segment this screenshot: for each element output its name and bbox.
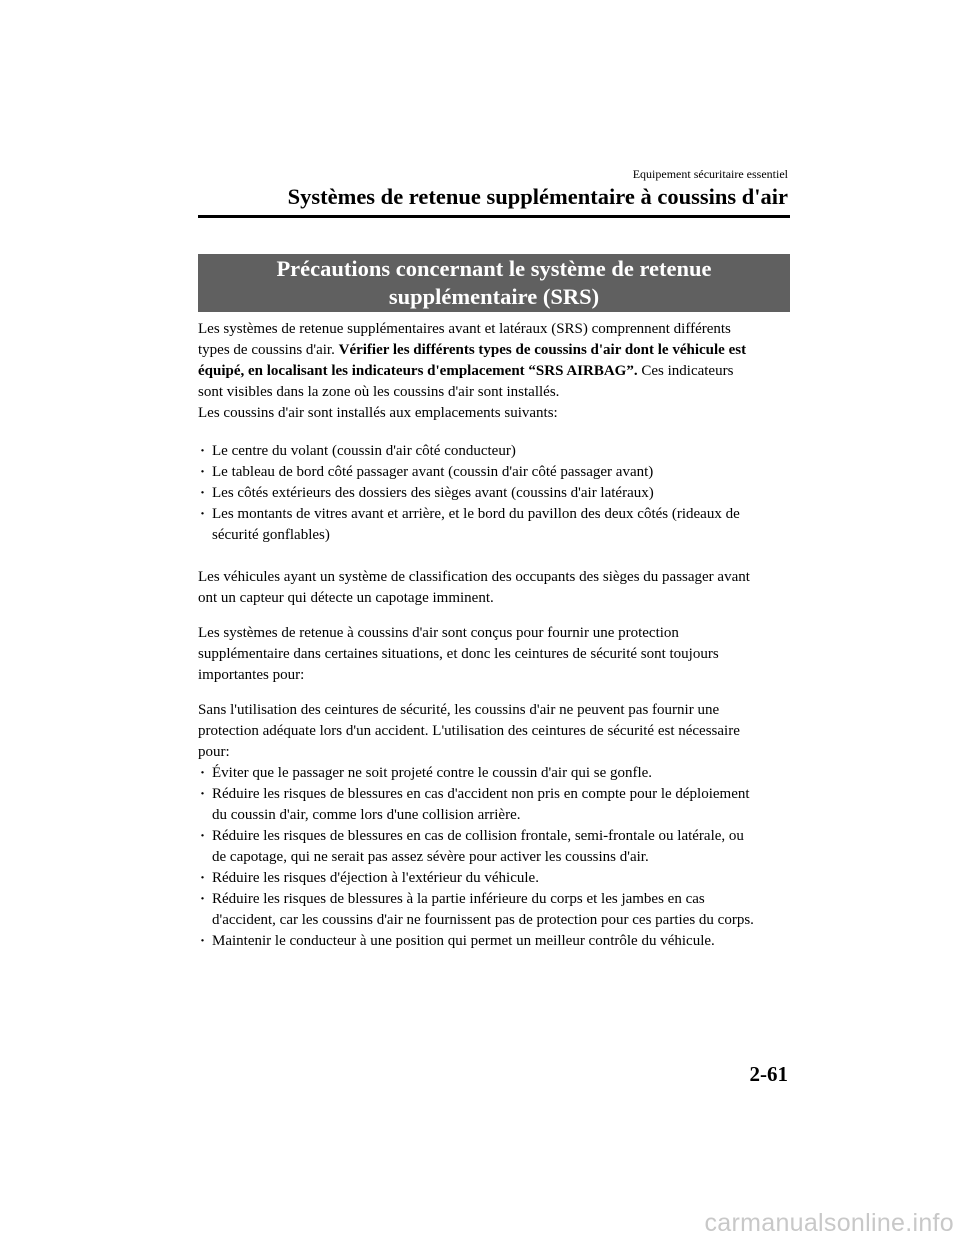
designed-paragraph (198, 623, 790, 686)
airbag-locations-list (198, 441, 790, 546)
list-item: · Les côtés extérieurs des dossiers des sièges avant (coussins d'air latéraux) (198, 483, 790, 504)
intro-line: Les coussins d'air sont installés aux emplacements suivants: (198, 405, 558, 421)
list-item: · Éviter que le passager ne soit projeté contre le coussin d'air qui se gonfle. (198, 763, 790, 784)
paragraph-line: supplémentaire dans certaines situations, et donc les ceintures de sécurité sont toujours (198, 646, 719, 662)
watermark: carmanualsonline.info (704, 1209, 954, 1237)
without-seatbelt-paragraph (198, 700, 790, 763)
paragraph-line: protection adéquate lors d'un accident. L'utilisation des ceintures de sécurité est nécessaire (198, 723, 740, 739)
intro-line (198, 340, 790, 361)
list-item: · Réduire les risques d'éjection à l'extérieur du véhicule. (198, 868, 790, 889)
vehicles-paragraph (198, 567, 790, 609)
header-rule (198, 215, 790, 218)
paragraph-line: pour: (198, 744, 230, 760)
list-item: · Réduire les risques de blessures à la partie inférieure du corps et les jambes en cas (198, 889, 790, 910)
intro-text: types de coussins d'air. (198, 342, 339, 358)
paragraph-line: Les véhicules ayant un système de classification des occupants des sièges du passager avant (198, 569, 750, 585)
section-title: Systèmes de retenue supplémentaire à coussins d'air (287, 184, 788, 209)
list-item-continued: de capotage, qui ne serait pas assez sévère pour activer les coussins d'air. (212, 849, 649, 865)
list-item-continued: d'accident, car les coussins d'air ne fournissent pas de protection pour ces parties du corps. (212, 912, 754, 928)
seatbelt-reasons-list (198, 763, 790, 952)
precautions-banner (198, 254, 790, 312)
list-item: · Le centre du volant (coussin d'air côté conducteur) (198, 441, 790, 462)
intro-bold-text: Vérifier les différents types de coussins d'air dont le véhicule est (338, 342, 747, 358)
paragraph-line: ont un capteur qui détecte un capotage imminent. (198, 590, 494, 606)
intro-line: sont visibles dans la zone où les coussins d'air sont installés. (198, 384, 560, 400)
list-item: · Les montants de vitres avant et arrière, et le bord du pavillon des deux côtés (rideaux de (198, 504, 790, 525)
list-item: · Maintenir le conducteur à une position qui permet un meilleur contrôle du véhicule. (198, 931, 790, 952)
list-item-continued: sécurité gonflables) (212, 527, 330, 543)
list-item: · Le tableau de bord côté passager avant (coussin d'air côté passager avant) (198, 462, 790, 483)
intro-paragraph (198, 319, 790, 424)
intro-bold-text: équipé, en localisant les indicateurs d'emplacement “SRS AIRBAG”. (198, 363, 638, 379)
banner-title-line1: Précautions concernant le système de retenue (276, 256, 712, 281)
intro-line (198, 361, 790, 382)
intro-text: Ces indicateurs (637, 363, 734, 379)
list-item: · Réduire les risques de blessures en cas de collision frontale, semi-frontale ou latérale, ou (198, 826, 790, 847)
page-number: 2-61 (749, 1062, 788, 1086)
chapter-title: Equipement sécuritaire essentiel (632, 167, 788, 181)
list-item-continued: du coussin d'air, comme lors d'une collision arrière. (212, 807, 521, 823)
paragraph-line: Sans l'utilisation des ceintures de sécurité, les coussins d'air ne peuvent pas fournir une (198, 702, 720, 718)
banner-title-line2: supplémentaire (SRS) (388, 284, 600, 309)
list-item: · Réduire les risques de blessures en cas d'accident non pris en compte pour le déploiement (198, 784, 790, 805)
paragraph-line: importantes pour: (198, 667, 305, 683)
intro-line: Les systèmes de retenue supplémentaires avant et latéraux (SRS) comprennent différents (198, 321, 731, 337)
paragraph-line: Les systèmes de retenue à coussins d'air sont conçus pour fournir une protection (198, 625, 679, 641)
